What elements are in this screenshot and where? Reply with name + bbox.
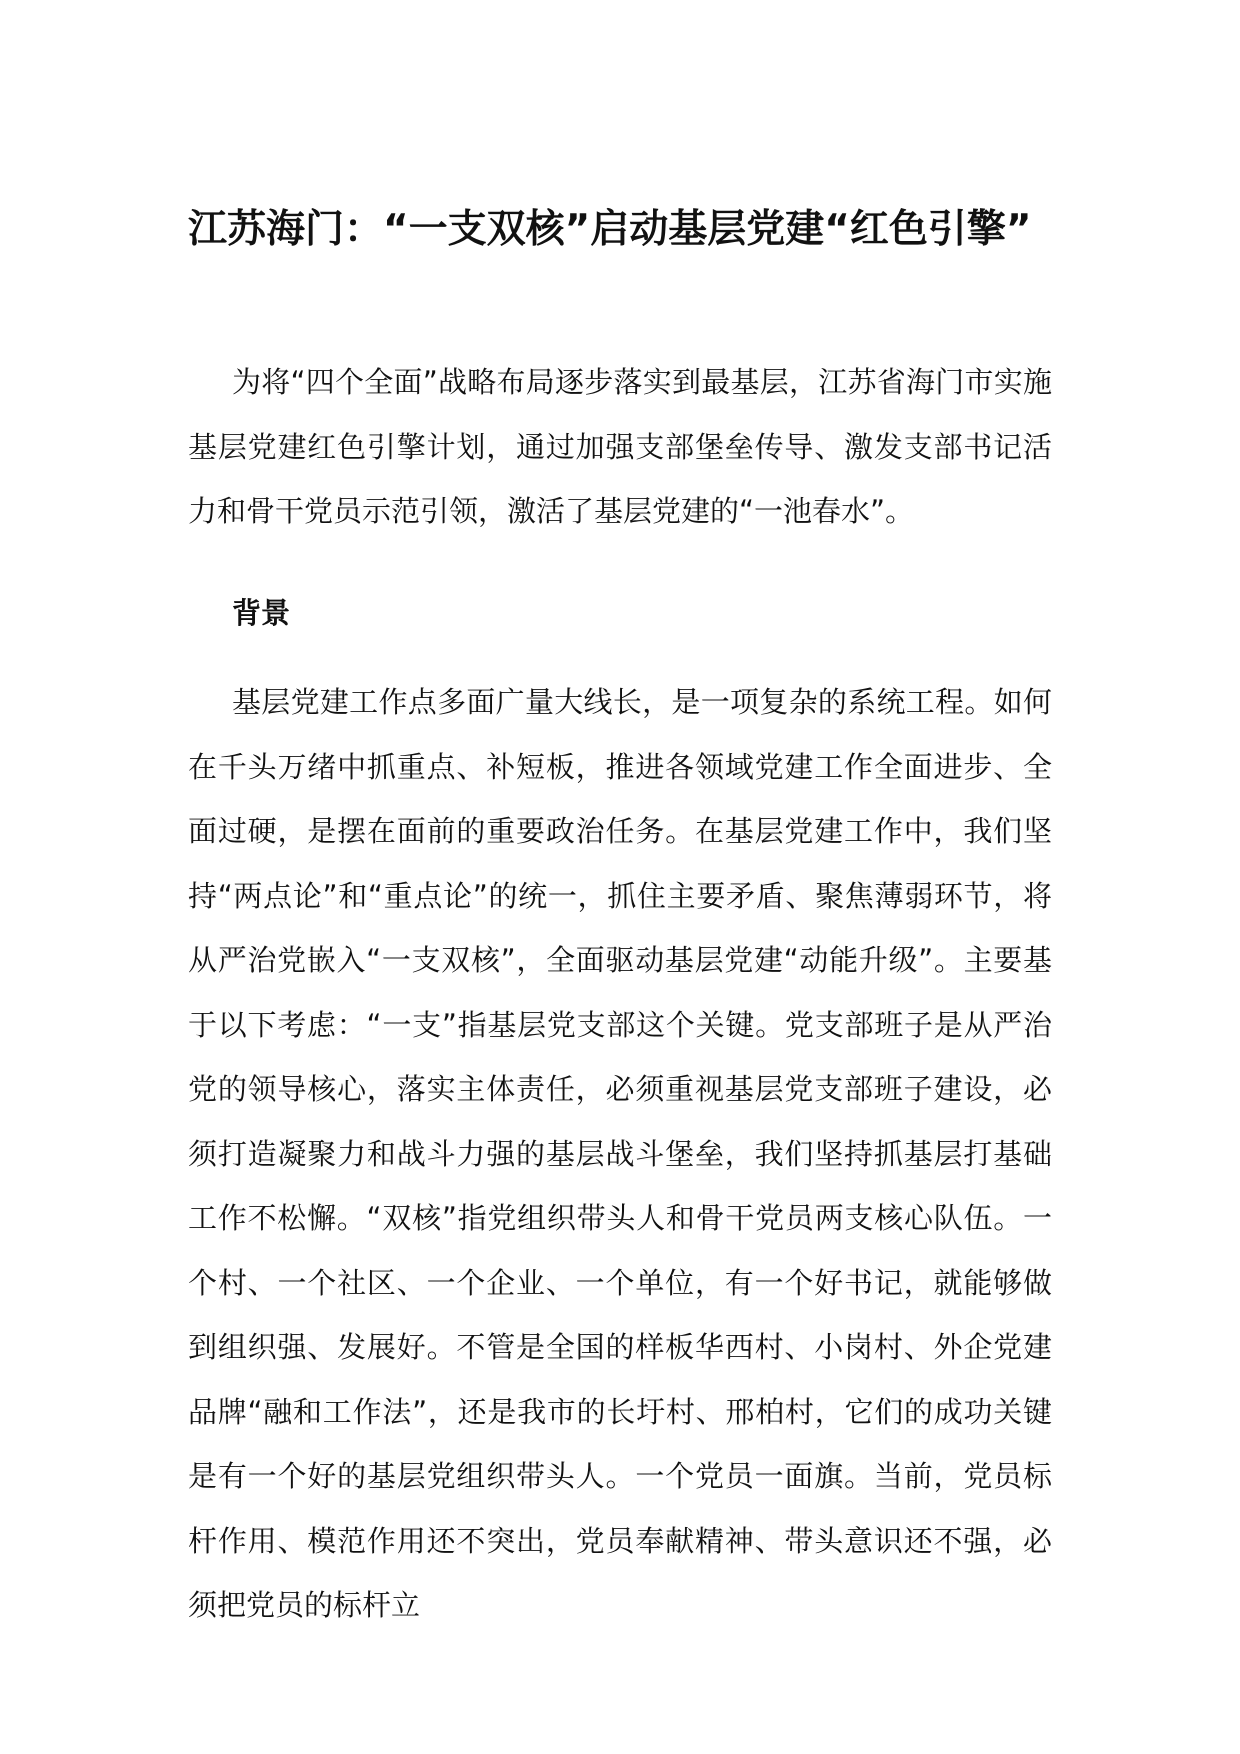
body-paragraph: 基层党建工作点多面广量大线长，是一项复杂的系统工程。如何在千头万绪中抓重点、补短板，推进各领域党建工作全面进步、全面过硬，是摆在面前的重要政治任务。在基层党建工作中，我们坚持“两点论”和“重点论”的统一，抓住主要矛盾、聚焦薄弱环节，将从严治党嵌入“一支双核”，全面驱动基层党建“动能升级”。主要基于以下考虑：“一支”指基层党支部这个关键。党支部班子是从严治党的领导核心，落实主体责任，必须重视基层党支部班子建设，必须打造凝聚力和战斗力强的基层战斗堡垒，我们坚持抓基层打基础工作不松懈。“双核”指党组织带头人和骨干党员两支核心队伍。一个村、一个社区、一个企业、一个单位，有一个好书记，就能够做到组织强、发展好。不管是全国的样板华西村、小岗村、外企党建品牌“融和工作法”，还是我市的长圩村、邢柏村，它们的成功关键是有一个好的基层党组织带头人。一个党员一面旗。当前，党员标杆作用、模范作用还不突出，党员奉献精神、带头意识还不强，必须把党员的标杆立 [188,685,1052,1622]
section-heading: 背景 [232,596,291,630]
document-title: 江苏海门：“一支双核”启动基层党建“红色引擎” [188,207,1032,252]
intro-paragraph: 为将“四个全面”战略布局逐步落实到最基层，江苏省海门市实施基层党建红色引擎计划，通过加强支部堡垒传导、激发支部书记活力和骨干党员示范引领，激活了基层党建的“一池春水”。 [188,365,1052,528]
